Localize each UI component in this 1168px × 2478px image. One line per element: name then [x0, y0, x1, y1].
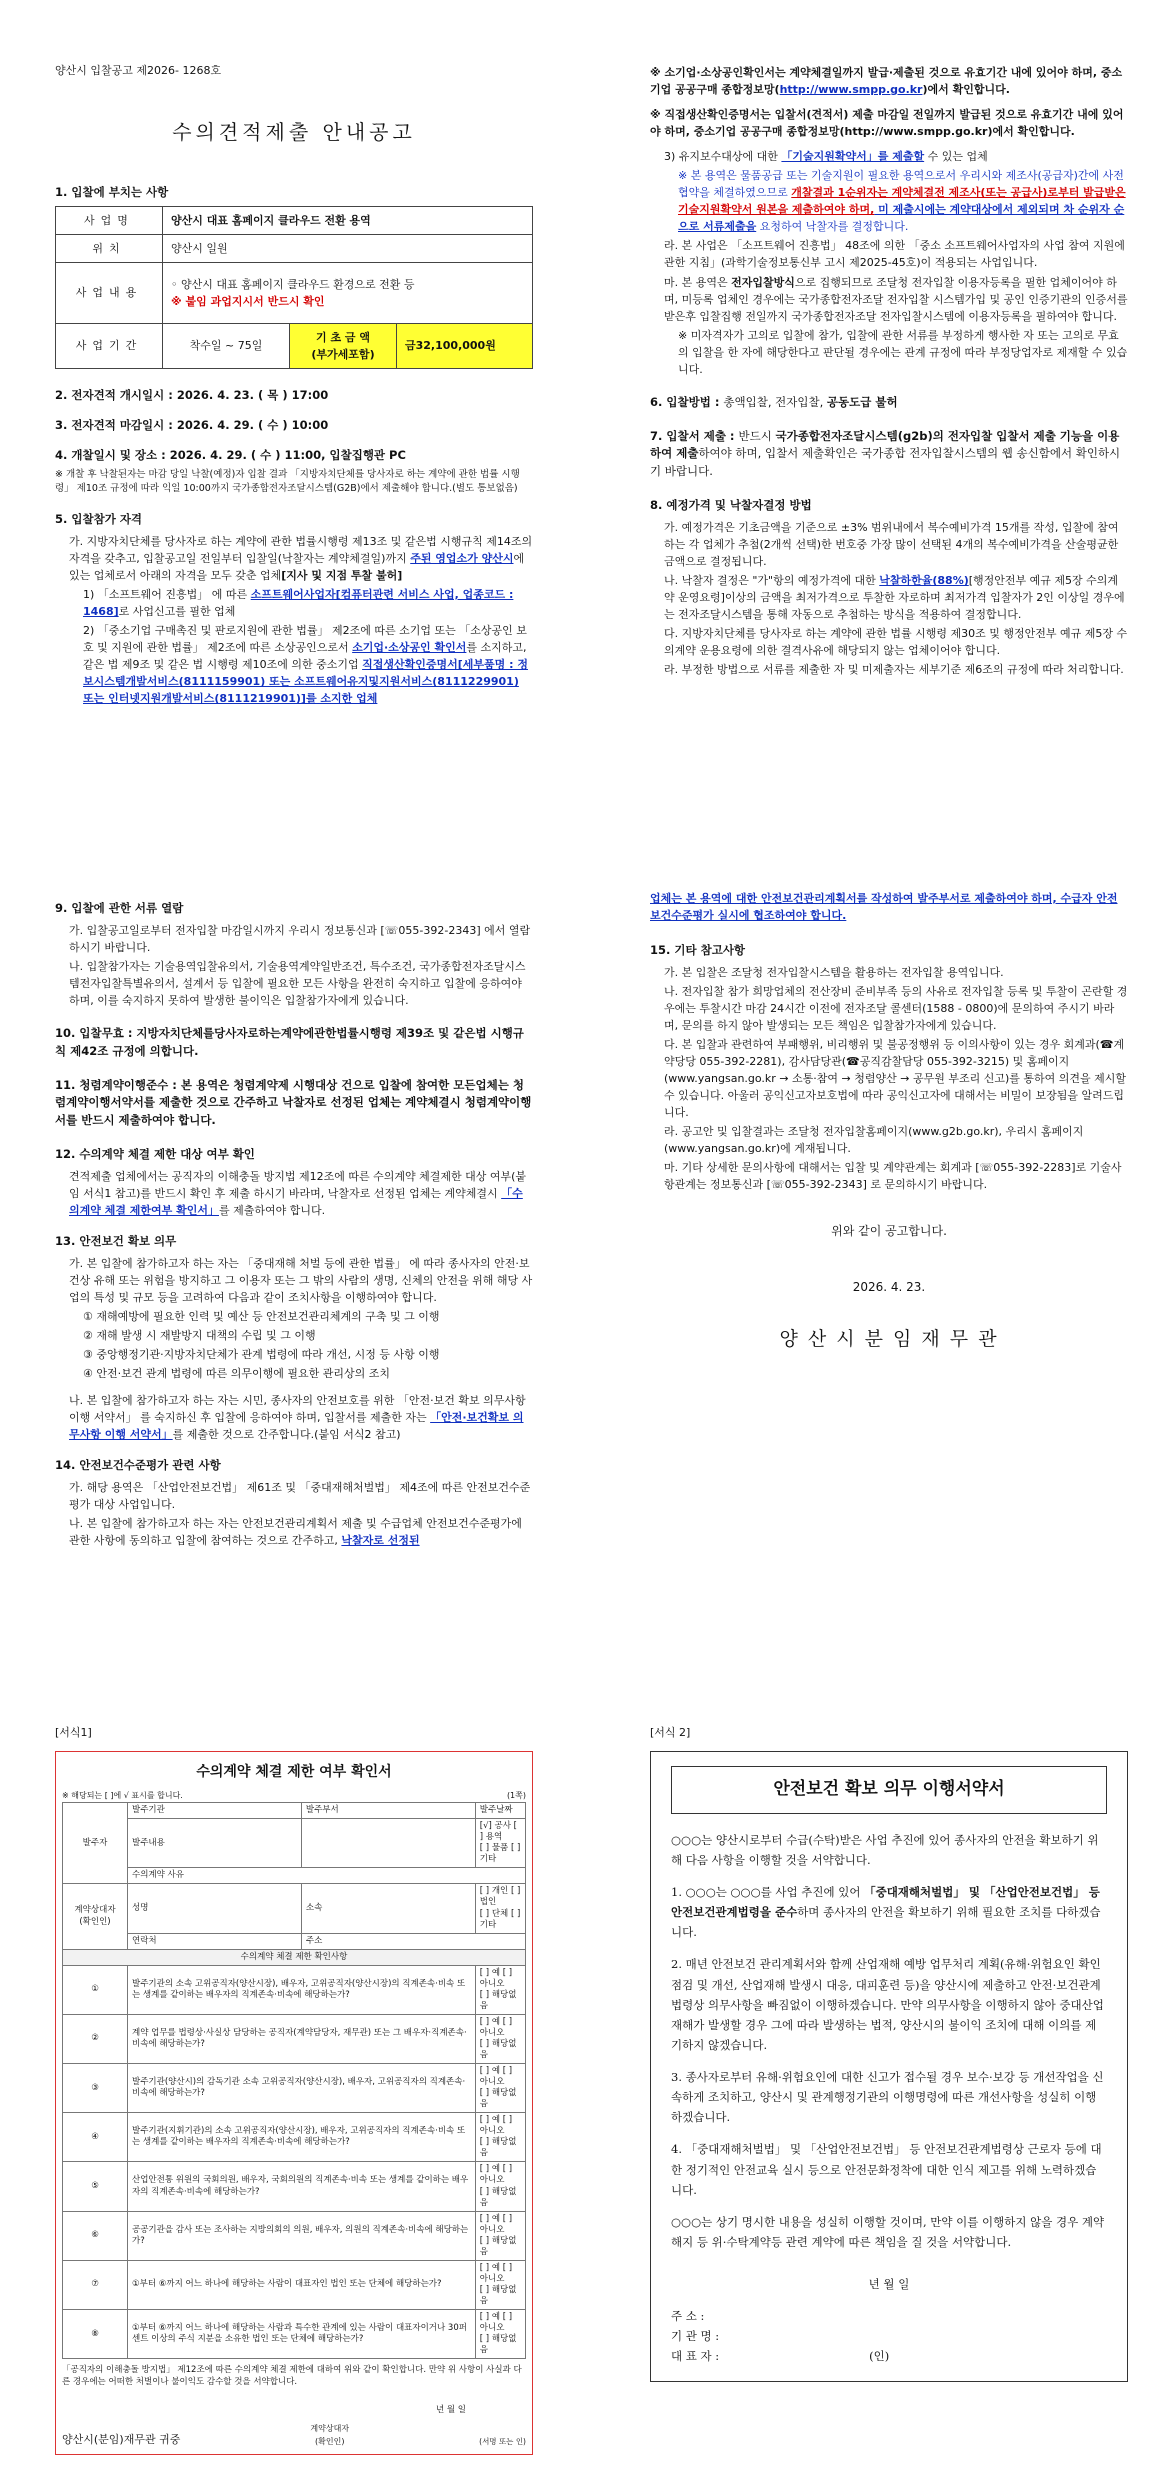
form2-p1: 1. ○○○는 ○○○를 사업 추진에 있어 「중대재해처벌법」 및 「산업안전보건법」 등 안전보건관계법령을 준수하며 종사자의 안전을 확보하기 위해 필요한 조치를 다하겠습니다. [671, 1885, 1101, 1940]
form1-row: ③ 발주기관(양산시)의 감독기관 소속 고위공직자(양산시장), 배우자, 고위공직자의 직계존속·비속에 해당하는가? [ ] 예 [ ] 아니오 [ ] 해당없음 [63, 2064, 526, 2113]
form1-row: ① 발주기관의 소속 고위공직자(양산시장), 배우자, 고위공직자(양산시장)의 직계존속·비속 또는 생계를 같이하는 배우자의 직계존속·비속에 해당하는가? [ ] 예 [ ] 아니오 [ ] 해당없음 [63, 1965, 526, 2014]
form1 [55, 1724, 533, 2455]
page-title: 수의견적제출 안내공고 [172, 120, 416, 145]
page1-left [55, 62, 533, 709]
form2-seal: (인) [869, 2349, 890, 2364]
form2-title: 안전보건 확보 의무 이행서약서 [671, 1766, 1107, 1814]
form2-rep: 대 표 자 : (인) [671, 2349, 890, 2364]
form2-p0: ○○○는 양산시로부터 수급(수탁)받은 사업 추진에 있어 종사자의 안전을 확보하기 위해 다음 사항을 이행할 것을 서약합니다. [671, 1832, 1099, 1867]
closing-date: 2026. 4. 23. [852, 1280, 926, 1295]
form1-answer: [ ] 예 [ ] 아니오 [ ] 해당없음 [475, 2014, 525, 2063]
s4: 4. 개찰일시 및 장소 : 2026. 4. 29. ( 수 ) 11:00, 입찰집행관 PC [55, 447, 406, 462]
page2-right [650, 888, 1128, 1354]
form1-cat: 발주내용 [128, 1819, 302, 1868]
form1-answer: [ ] 예 [ ] 아니오 [ ] 해당없음 [475, 2162, 525, 2211]
label-location: 위치 [56, 234, 163, 262]
form1-top-note: ※ 해당되는 [ ]에 √ 표시를 합니다. [62, 1790, 183, 1800]
s15-e: 마. 기타 상세한 문의사항에 대해서는 입찰 및 계약관계는 회계과 [☏055-392-2283]로 기술사항관계는 정보통신과 [☏055-392-2343] 로 문의하시기 바랍니다. [664, 1161, 1122, 1192]
form2-org: 기 관 명 : [671, 2329, 720, 2344]
tr-r3-note: ※ 본 용역은 물품공급 또는 기술지원이 필요한 용역으로서 우리시와 제조사(공급자)간에 사전협약을 체결하였으므로 개찰결과 1순위자는 계약체결전 제조사(또는 공급사)로부터 발급받은 기술지원확약서 원본을 제출하여야 하며, 미 제출시에는 계약대상에서 제외되며 차 순위자 순으로 서류제출을 요청하여 낙찰자를 결정합니다. [678, 169, 1126, 234]
form1-table [62, 1802, 526, 2359]
s9-a: 가. 입찰공고일로부터 전자입찰 마감일시까지 우리시 정보통신과 [☏055-392-2343] 에서 열람하시기 바랍니다. [69, 923, 531, 954]
form1-reason: 수의계약 사유 [128, 1868, 526, 1884]
content-note: ※ 붙임 과업지시서 반드시 확인 [171, 294, 325, 308]
form1-check2[interactable]: [ ] 물품 [ ] 기타 [479, 1843, 521, 1865]
s13-title: 13. 안전보건 확보 의무 [55, 1234, 177, 1249]
s13-a: 가. 본 입찰에 참가하고자 하는 자는 「중대재해 처벌 등에 관한 법률」 에 따라 종사자의 안전·보건상 유해 또는 위험을 방지하고 그 이용자 또는 그 밖의 사람의 생명, 신체의 안전을 위해 해당 사업의 특성 및 규모 등을 고려하여 다음과 같이 조치사항을 이행하여야 합니다. [69, 1256, 533, 1304]
form1-section: 수의계약 체결 제한 확인사항 [63, 1949, 526, 1965]
form1-tag: [서식1] [55, 1726, 92, 1739]
value-name: 양산시 대표 홈페이지 클라우드 전환 용역 [163, 206, 533, 234]
tr-rb: 마. 본 용역은 전자입찰방식으로 집행되므로 조달청 전자입찰 이용자등록을 필한 업체이어야 하며, 미등록 업체인 경우에는 국가종합전자조달 전자입찰 시스템가입 및 공인 인증기관의 인증서를 받은후 입찰집행 전일까지 국가종합전자조달 전자입찰시스템에 이용자등록을 필하여야 합니다. [664, 275, 1128, 323]
price-value: 금32,100,000원 [397, 323, 533, 368]
form2-p5: ○○○는 상기 명시한 내용을 성실히 이행할 것이며, 만약 이를 이행하지 않을 경우 계약해지 등 위·수탁계약등 관련 계약에 따른 책임을 질 것을 서약합니다. [671, 2214, 1105, 2249]
s14-a: 가. 해당 용역은 「산업안전보건법」 제61조 및 「중대재해처벌법」 제4조에 따른 안전보건수준평가 대상 사업입니다. [69, 1481, 531, 1512]
s8-d: 라. 부정한 방법으로 서류를 제출한 자 및 미제출자는 세부기준 제6조의 규정에 따라 처리합니다. [664, 663, 1124, 677]
closing-issuer: 양 산 시 분 임 재 무 관 [779, 1327, 999, 1350]
s9-b: 나. 입찰참가자는 기술용역입찰유의서, 기술용역계약일반조건, 특수조건, 국가종합전자조달시스템전자입찰특별유의서, 설계서 등 입찰에 필요한 모든 사항을 완전히 숙지하고 입찰에 응하여야 하며, 이를 숙지하지 못하여 발생한 불이익은 입찰참가자에게 있습니다. [69, 959, 526, 1007]
form2-p2: 2. 매년 안전보건 관리계획서와 함께 산업재해 예방 업무처리 계획(유해·위험요인 확인 점검 및 개선, 산업재해 발생시 대응, 대피훈련 등)을 양산시에 제출하고 안전·보건관계법령상 의무사항을 빠짐없이 이행하겠습니다. 만약 의무사항을 이행하지 않아 중대산업재해가 발생할 경우 그에 따라 발생하는 법적, 양산시의 불이익 조치에 대해 이의를 제기하지 않겠습니다. [671, 1957, 1104, 2052]
notice-number: 양산시 입찰공고 제2026- 1268호 [55, 64, 222, 77]
form1-row: ⑦ ①부터 ⑥까지 어느 하나에 해당하는 사람이 대표자인 법인 또는 단체에 해당하는가? [ ] 예 [ ] 아니오 [ ] 해당없음 [63, 2260, 526, 2309]
s12-a: 견적제출 업체에서는 공직자의 이해충돌 방지법 제12조에 따른 수의계약 체결제한 대상 여부(붙임 서식1 참고)를 반드시 확인 후 제출 하시기 바라며, 낙찰자로 선정된 업체는 계약체결시 「수의계약 체결 제한여부 확인서」를 제출하여야 합니다. [69, 1169, 527, 1218]
form1-row: ⑧ ①부터 ⑥까지 어느 하나에 해당하는 사람과 특수한 관계에 있는 사람이 대표자이거나 30퍼센트 이상의 주식 지분을 소유한 법인 또는 단체에 해당하는가? [ ] 예 [ ] 아니오 [ ] 해당없음 [63, 2310, 526, 2359]
form1-answer: [ ] 예 [ ] 아니오 [ ] 해당없음 [475, 2113, 525, 2162]
form1-sign-label: 계약상대자 (확인인) [310, 2424, 350, 2446]
form1-title: 수의계약 체결 제한 여부 확인서 [196, 1764, 392, 1781]
value-content: ◦ 양산시 대표 홈페이지 클라우드 환경으로 전환 등 [171, 277, 415, 291]
form2-p3: 3. 종사자로부터 유해·위험요인에 대한 신고가 접수될 경우 보수·보강 등 개선작업을 신속하게 조치하고, 양산시 및 관계행정기관의 이행명령에 따른 개선사항을 성실히 이행하겠습니다. [671, 2070, 1104, 2125]
s8-b: 나. 낙찰자 결정은 "가"항의 예정가격에 대한 낙찰하한율(88%)[행정안전부 예규 제5장 수의계약 운영요령]이상의 금액을 최저가격으로 투찰한 자로하며 최저가격 입찰자가 2인 이상일 경우에는 전자조달시스템을 통해 자동으로 추첨하는 방식을 적용하여 결정합니다. [664, 574, 1125, 622]
s13-item-2: ② 재해 발생 시 재발방지 대책의 수립 및 그 이행 [83, 1329, 316, 1343]
form1-corg: 소속 [301, 1884, 475, 1933]
closing-text: 위와 같이 공고합니다. [831, 1223, 947, 1238]
s8-title: 8. 예정가격 및 낙찰자결정 방법 [650, 498, 812, 513]
form1-answer: [ ] 예 [ ] 아니오 [ ] 해당없음 [475, 2064, 525, 2113]
form1-row: ② 계약 업무를 법령상·사실상 담당하는 공직자(계약담당자, 재무관) 또는 그 배우자·직계존속·비속에 해당하는가? [ ] 예 [ ] 아니오 [ ] 해당없음 [63, 2014, 526, 2063]
value-period: 착수일 ~ 75일 [163, 323, 290, 368]
s15-d: 라. 공고안 및 입찰결과는 조달청 전자입찰홈페이지(www.g2b.go.kr), 우리시 홈페이지(www.yangsan.go.kr)에 게재됩니다. [664, 1125, 1084, 1156]
s4-note: ※ 개찰 후 낙찰된자는 마감 당일 낙찰(예정)자 입찰 결과 「지방자치단체를 당사자로 하는 계약에 관한 법률 시행령」 제10조 규정에 따라 익일 10:00까지 국가종합전자조달시스템(G2B)에서 제출해야 합니다.(별도 통보없음) [55, 469, 520, 494]
form2-tag: [서식 2] [650, 1726, 691, 1739]
form2-addr: 주 소 : [671, 2309, 705, 2324]
form1-contractor: 계약상대자 (확인인) [63, 1884, 128, 1949]
label-period: 사업기간 [56, 323, 163, 368]
s13-item-3: ③ 중앙행정기관·지방자치단체가 관계 법령에 따라 개선, 시정 등 사항 이행 [83, 1348, 440, 1362]
form1-answer: [ ] 예 [ ] 아니오 [ ] 해당없음 [475, 1965, 525, 2014]
form1-footer: 「공직자의 이해충돌 방지법」 제12조에 따른 수의계약 체결 제한에 대하여 위와 같이 확인합니다. 만약 위 사항이 사실과 다른 경우에는 어떠한 처벌이나 불이익도 감수할 것을 서약합니다. [62, 2365, 522, 2387]
s6: 6. 입찰방법 : 총액입찰, 전자입찰, 공동도급 불허 [650, 394, 898, 409]
tr-r3: 3) 유지보수대상에 대한 「기술지원확약서」를 제출할 수 있는 업체 [664, 150, 988, 164]
s12-title: 12. 수의계약 체결 제한 대상 여부 확인 [55, 1147, 255, 1162]
form1-box [55, 1751, 533, 2455]
s2: 2. 전자견적 개시일시 : 2026. 4. 23. ( 목 ) 17:00 [55, 388, 329, 403]
s15-b: 나. 전자입찰 참가 희망업체의 전산장비 준비부족 등의 사유로 전자입찰 등록 및 투찰이 곤란할 경우에는 투찰시간 마감 24시간 이전에 전자조달 콜센터(1588 - 0800)에 문의하여 주시기 바라며, 문의를 하지 않아 발생되는 모든 책임은 입찰참가자에게 있습니다. [664, 984, 1128, 1033]
form1-sign: (서명 또는 인) [479, 2437, 526, 2447]
form1-crep: 연락처 [128, 1933, 302, 1949]
s9-title: 9. 입찰에 관한 서류 열람 [55, 901, 184, 915]
s13-item-4: ④ 안전·보건 관계 법령에 따른 의무이행에 필요한 관리상의 조치 [83, 1367, 390, 1381]
form1-row: ⑥ 공공기관을 감사 또는 조사하는 지방의회의 의원, 배우자, 의원의 직계존속·비속에 해당하는가? [ ] 예 [ ] 아니오 [ ] 해당없음 [63, 2211, 526, 2260]
form1-row: ⑤ 산업안전통 위원의 국회의원, 배우자, 국회의원의 직계존속·비속 또는 생계를 같이하는 배우자의 직계존속·비속에 해당하는가? [ ] 예 [ ] 아니오 [ ] 해당없음 [63, 2162, 526, 2211]
s8-a: 가. 예정가격은 기초금액을 기준으로 ±3% 범위내에서 복수예비가격 15개를 작성, 입찰에 참여하는 각 업체가 추첨(2개씩 선택)한 번호중 가장 많이 선택된 4개의 복수예비가격을 산술평균한 금액으로 결정됩니다. [664, 520, 1119, 568]
value-location: 양산시 일원 [163, 234, 533, 262]
form1-cname: 성명 [128, 1884, 302, 1933]
form1-ctype1[interactable]: [ ] 개인 [ ] 법인 [479, 1886, 521, 1908]
s3: 3. 전자견적 마감일시 : 2026. 4. 29. ( 수 ) 10:00 [55, 417, 329, 432]
s5-i1: 1) 「소프트웨어 진흥법」 에 따른 소프트웨어사업자[컴퓨터관련 서비스 사업, 업종코드 : 1468]로 사업신고를 필한 업체 [83, 588, 514, 619]
form1-answer: [ ] 예 [ ] 아니오 [ ] 해당없음 [475, 2211, 525, 2260]
price-label: 기 초 금 액 (부가세포함) [290, 323, 397, 368]
form1-row: ④ 발주기관(지휘기관)의 소속 고위공직자(양산시장), 배우자, 고위공직자의 직계존속·비속 또는 생계를 같이하는 배우자의 직계존속·비속에 해당하는가? [ ] 예 [ ] 아니오 [ ] 해당없음 [63, 2113, 526, 2162]
s8-c: 다. 지방자치단체를 당사자로 하는 계약에 관한 법률 시행령 제30조 및 행정안전부 예규 제5장 수의계약 운용요령에 의한 결격사유에 해당되지 않는 업체이어야 합니다. [664, 627, 1128, 658]
form1-to: 양산시(분임)재무관 귀중 [62, 2433, 181, 2447]
s15-a: 가. 본 입찰은 조달청 전자입찰시스템을 활용하는 전자입찰 용역입니다. [664, 965, 1004, 979]
s10: 10. 입찰무효 : 지방자치단체를당사자로하는계약에관한법률시행령 제39조 및 같은법 시행규칙 제42조 규정에 의합니다. [55, 1026, 524, 1058]
s5-title: 5. 입찰참가 자격 [55, 512, 143, 527]
form1-dept: 발주부서 [301, 1803, 475, 1819]
form1-caddr: 주소 [301, 1933, 525, 1949]
form1-check1[interactable]: [√] 공사 [ ] 용역 [479, 1821, 517, 1843]
tr-r1: ※ 소기업·소상공인확인서는 계약체결일까지 발급·제출된 것으로 유효기간 내에 있어야 하며, 중소기업 공공구매 종합정보망(http://www.smpp.go.kr)에서 확인합니다. [650, 66, 1123, 97]
form1-answer: [ ] 예 [ ] 아니오 [ ] 해당없음 [475, 2260, 525, 2309]
tr-r2: ※ 직접생산확인증명서는 입찰서(견적서) 제출 마감일 전일까지 발급된 것으로 유효기간 내에 있어야 하며, 중소기업 공공구매 종합정보망(http://www.smpp.go.kr)에서 확인합니다. [650, 108, 1124, 139]
info-table [55, 206, 533, 369]
s14-title: 14. 안전보건수준평가 관련 사항 [55, 1458, 221, 1473]
s7: 7. 입찰서 제출 : 반드시 국가종합전자조달시스템(g2b)의 전자입찰 입찰서 제출 기능을 이용하여 제출하여야 하며, 입찰서 제출확인은 국가종합 전자입찰시스템의 웹 송신함에서 확인하시기 바랍니다. [650, 428, 1121, 479]
form1-org: 발주기관 [128, 1803, 302, 1819]
s11: 11. 청렴계약이행준수 : 본 용역은 청렴계약제 시행대상 건으로 입찰에 참여한 모든업체는 청렴계약이행서약서를 제출한 것으로 간주하고 낙찰자로 선정된 업체는 계약체결시 청렴계약이행서를 반드시 제출하여야 합니다. [55, 1077, 532, 1128]
s13-b: 나. 본 입찰에 참가하고자 하는 자는 시민, 종사자의 안전보호를 위한 「안전·보건 확보 의무사항 이행 서약서」 를 숙지하신 후 입찰에 응하여야 하며, 입찰서를 제출한 자는 「안전·보건확보 의무사항 이행 서약서」를 제출한 것으로 간주합니다.(붙임 서식2 참고) [69, 1394, 526, 1442]
form2 [650, 1724, 1128, 2382]
form1-answer: [ ] 예 [ ] 아니오 [ ] 해당없음 [475, 2310, 525, 2359]
label-name: 사업명 [56, 206, 163, 234]
page1-right [650, 62, 1128, 680]
form2-p4: 4. 「중대재해처벌법」 및 「산업안전보건법」 등 안전보건관계법령상 근로자 등에 대한 정기적인 안전교육 실시 등으로 안전문화정착에 대한 인식 제고를 위해 노력하겠습니다. [671, 2142, 1102, 2197]
s15-title: 15. 기타 참고사항 [650, 943, 746, 958]
form1-date: 발주날짜 [475, 1803, 525, 1819]
form1-ctype2[interactable]: [ ] 단체 [ ] 기타 [479, 1908, 521, 1930]
form2-box [650, 1751, 1128, 2382]
tr-ra: 라. 본 사업은 「소프트웨어 진흥법」 48조에 의한 「중소 소프트웨어사업자의 사업 참여 지원에 관한 지침」(과학기술정보통신부 고시 제2025-45호)이 적용되는 사업입니다. [664, 239, 1125, 270]
s14-c: 업체는 본 용역에 대한 안전보건관리계획서를 작성하여 발주부서로 제출하여야 하며, 수급자 안전보건수준평가 실시에 협조하여야 합니다. [650, 892, 1118, 923]
s1-title: 1. 입찰에 부치는 사항 [55, 185, 169, 200]
page2-left [55, 888, 533, 1551]
form1-page-marker: (1쪽) [506, 1790, 526, 1800]
s13-item-1: ① 재해예방에 필요한 인력 및 예산 등 안전보건관리체계의 구축 및 그 이행 [83, 1310, 440, 1324]
s14-b: 나. 본 입찰에 참가하고자 하는 자는 안전보건관리계획서 제출 및 수급업체 안전보건수준평가에 관한 사항에 동의하고 입찰에 참여하는 것으로 간주하고, 낙찰자로 선정된 [69, 1517, 522, 1548]
form2-ymd: 년 월 일 [868, 2277, 910, 2292]
form1-ymd: 년 월 일 [435, 2405, 466, 2416]
s15-c: 다. 본 입찰과 관련하여 부패행위, 비리행위 및 불공정행위 등 이의사항이 있는 경우 회계과(☎계약당당 055-392-2281), 감사담당관(☎공직감찰담당 055-392-3215) 및 홈페이지(www.yangsan.go.kr → 소통·참여 → 청렴양산 → 공무원 부조리 신고)를 통하여 의견을 제시할 수 있습니다. 아울러 공익신고자보호법에 따라 공익신고자에 대해서는 비밀이 보장됨을 알려드립니다. [664, 1038, 1126, 1120]
s5-a: 가. 지방자치단체를 당사자로 하는 계약에 관한 법률시행령 제13조 및 같은법 시행규칙 제14조의 자격을 갖추고, 입찰공고일 전일부터 입찰일(낙찰자는 계약체결일)까지 주된 영업소가 양산시에 있는 업체로서 아래의 자격을 모두 갖춘 업체[지사 및 지점 투찰 불허] [69, 534, 533, 582]
label-content: 사업내용 [56, 262, 163, 323]
form1-orderer: 발주자 [63, 1803, 128, 1884]
s5-i2: 2) 「중소기업 구매촉진 및 판로지원에 관한 법률」 제2조에 따른 소기업 또는 「소상공인 보호 및 지원에 관한 법률」 제2조에 따른 소상공인으로서 소기업·소상공인 확인서를 소지하고, 같은 법 제9조 및 같은 법 시행령 제10조에 의한 중소기업 직접생산확인증명서[세부품명 : 정보시스템개발서비스(8111159901) 또는 소프트웨어유지및지원서비스(8111229901) 또는 인터넷지원개발서비스(8111219901)]를 소지한 업체 [83, 624, 528, 706]
tr-rb-note: ※ 미자격자가 고의로 입찰에 참가, 입찰에 관한 서류를 부정하게 행사한 자 또는 고의로 무효의 입찰을 한 자에 해당한다고 판단될 경우에는 관계 규정에 따라 부정당업자로 제재할 수 있습니다. [678, 328, 1128, 376]
